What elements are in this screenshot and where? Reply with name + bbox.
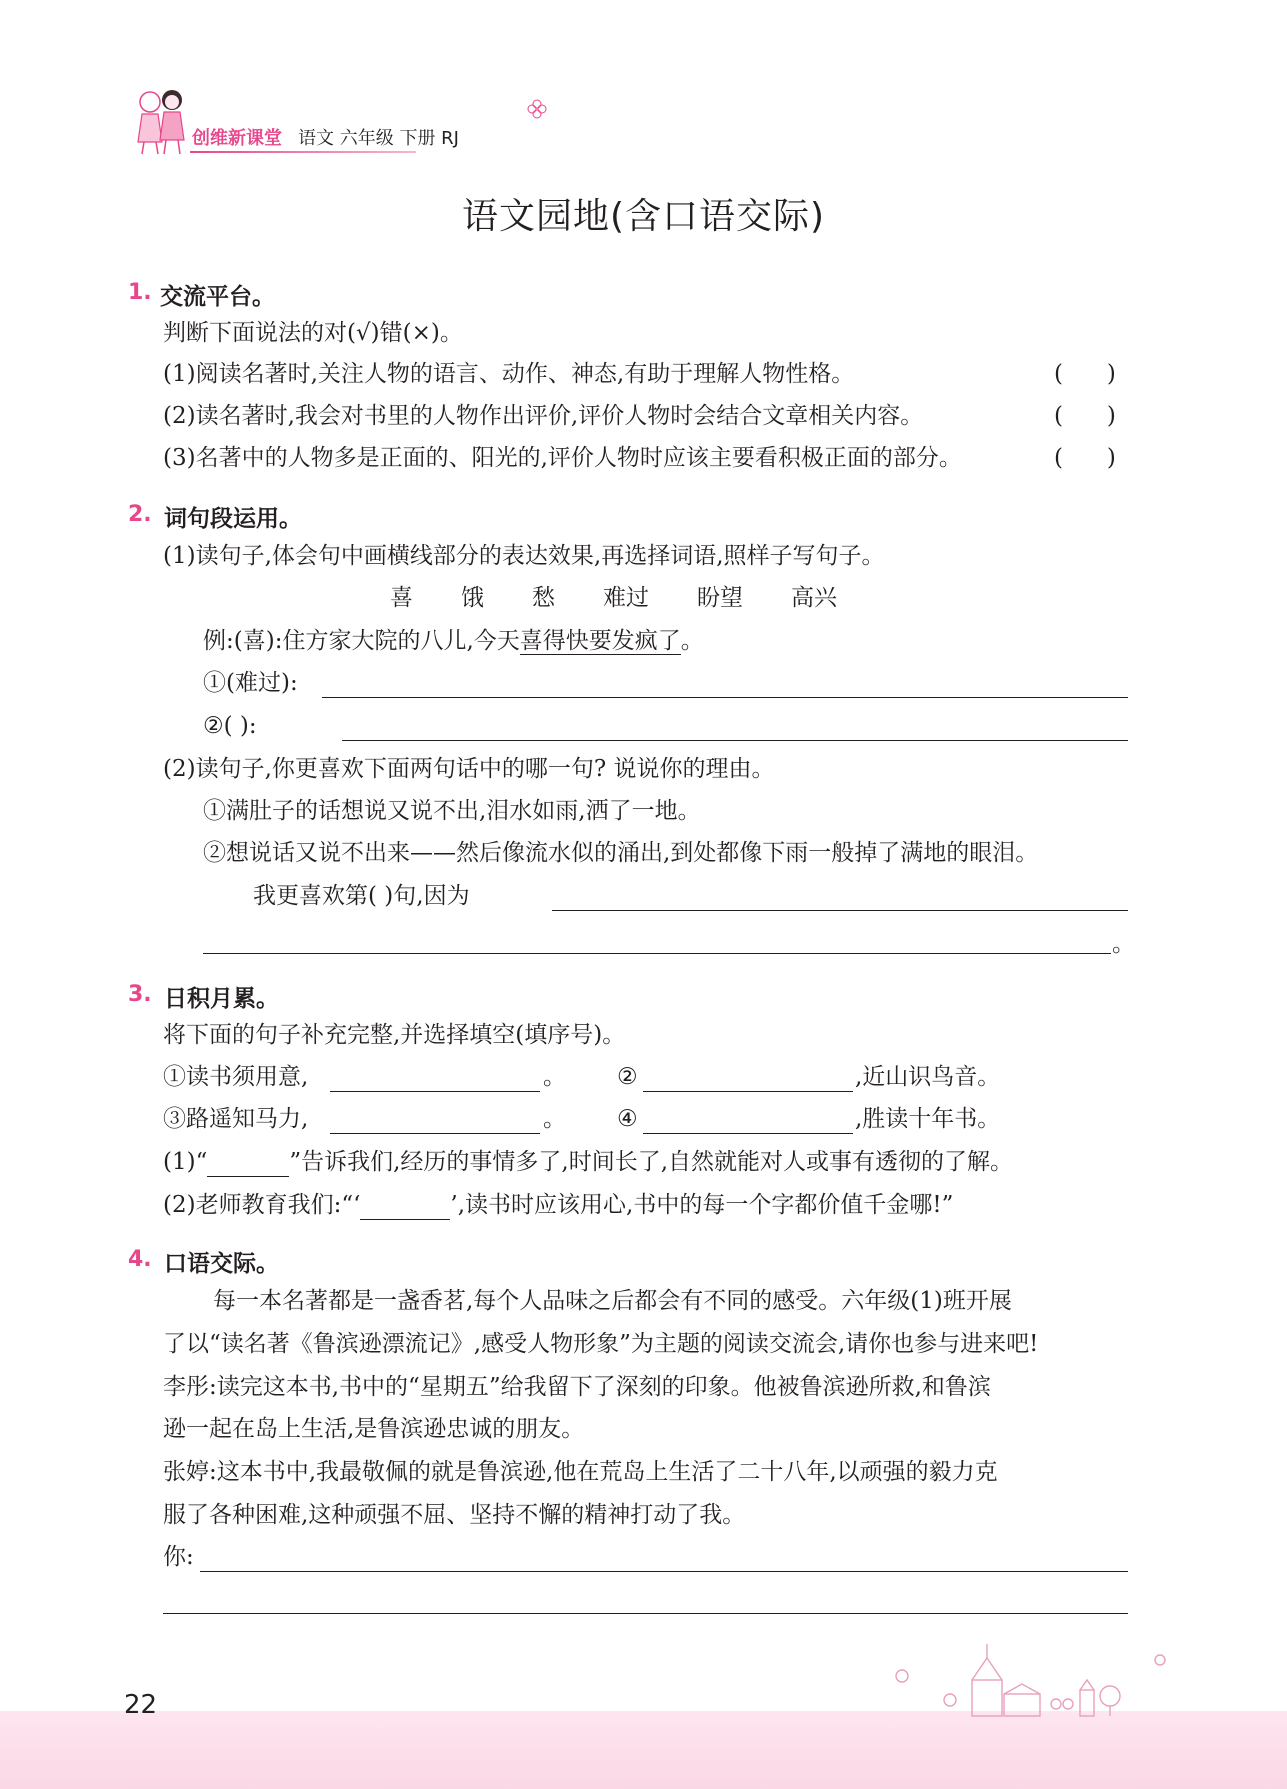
answer-box-1[interactable]: ( ) bbox=[1054, 361, 1116, 387]
period-mark: 。 bbox=[1112, 931, 1135, 957]
proverb-1-end: 。 bbox=[543, 1064, 566, 1090]
example-suffix: 。 bbox=[680, 628, 704, 654]
section-2-number: 2. bbox=[128, 502, 152, 527]
word-option: 喜 bbox=[390, 585, 413, 611]
dialogue-line-1: 每一本名著都是一盏香茗,每个人品味之后都会有不同的感受。六年级(1)班开展 bbox=[213, 1288, 1012, 1314]
dialogue-line-6: 服了各种困难,这种顽强不屈、坚持不懈的精神打动了我。 bbox=[163, 1502, 746, 1528]
q1-blank[interactable] bbox=[207, 1152, 289, 1177]
page-title: 语文园地(含口语交际) bbox=[461, 196, 826, 237]
answer-line-2[interactable] bbox=[342, 740, 1128, 741]
page-bottom-band bbox=[0, 1711, 1287, 1789]
proverb-3-end: 。 bbox=[543, 1106, 566, 1132]
fill-question-2 bbox=[163, 1190, 953, 1220]
answer-box-2[interactable]: ( ) bbox=[1054, 403, 1116, 429]
fill-question-1 bbox=[163, 1147, 1013, 1177]
q2-prefix: (2)老师教育我们:“‘ bbox=[163, 1192, 361, 1218]
section-4-number: 4. bbox=[128, 1247, 152, 1272]
example-sentence bbox=[203, 626, 704, 656]
proverb-blank-4[interactable] bbox=[643, 1133, 853, 1134]
section-2-part-1: (1)读句子,体会句中画横线部分的表达效果,再选择词语,照样子写句子。 bbox=[163, 543, 885, 569]
proverb-1: ①读书须用意, bbox=[163, 1064, 309, 1090]
dialogue-line-2: 了以“读名著《鲁滨逊漂流记》,感受人物形象”为主题的阅读交流会,请你也参与进来吧! bbox=[163, 1331, 1039, 1357]
section-2-title: 词句段运用。 bbox=[164, 506, 302, 532]
proverb-2-num: ② bbox=[617, 1064, 638, 1090]
your-answer-line-1[interactable] bbox=[200, 1571, 1128, 1572]
example-prefix: 例:(喜):住方家大院的八儿,今天 bbox=[203, 628, 520, 654]
proverb-4-num: ④ bbox=[617, 1106, 638, 1132]
section-2-part-2: (2)读句子,你更喜欢下面两句话中的哪一句? 说说你的理由。 bbox=[163, 756, 775, 782]
fill-label-1: ①(难过): bbox=[203, 670, 298, 696]
header-info: 语文 六年级 下册 RJ bbox=[298, 128, 459, 149]
sentence-a: ①满肚子的话想说又说不出,泪水如雨,洒了一地。 bbox=[203, 798, 701, 824]
proverb-4-end: ,胜读十年书。 bbox=[855, 1106, 1001, 1132]
judge-item-3: (3)名著中的人物多是正面的、阳光的,评价人物时应该主要看积极正面的部分。 bbox=[163, 445, 962, 471]
header-bar bbox=[192, 124, 459, 150]
word-option: 愁 bbox=[532, 585, 555, 611]
word-option: 难过 bbox=[603, 585, 649, 611]
q2-suffix: ’,读书时应该用心,书中的每一个字都价值千金哪!” bbox=[450, 1192, 954, 1218]
q2-blank[interactable] bbox=[360, 1195, 450, 1220]
word-option: 盼望 bbox=[697, 585, 743, 611]
header-brand: 创维新课堂 bbox=[192, 128, 282, 149]
your-answer-label: 你: bbox=[163, 1544, 194, 1570]
proverb-3: ③路遥知马力, bbox=[163, 1106, 309, 1132]
word-bank bbox=[390, 583, 885, 613]
q1-suffix: ”告诉我们,经历的事情多了,时间长了,自然就能对人或事有透彻的了解。 bbox=[289, 1149, 1014, 1175]
castle-illustration-icon bbox=[880, 1640, 1180, 1720]
section-3-number: 3. bbox=[128, 982, 152, 1007]
answer-box-3[interactable]: ( ) bbox=[1054, 445, 1116, 471]
proverb-2-end: ,近山识鸟音。 bbox=[855, 1064, 1001, 1090]
kids-illustration-icon bbox=[128, 88, 200, 156]
section-1-title: 交流平台。 bbox=[160, 284, 275, 310]
flower-icon bbox=[526, 98, 548, 120]
proverb-blank-3[interactable] bbox=[330, 1133, 540, 1134]
word-option: 饿 bbox=[461, 585, 484, 611]
word-option: 高兴 bbox=[791, 585, 837, 611]
proverb-blank-2[interactable] bbox=[643, 1091, 853, 1092]
answer-line-reason[interactable] bbox=[552, 910, 1128, 911]
judge-item-2: (2)读名著时,我会对书里的人物作出评价,评价人物时会结合文章相关内容。 bbox=[163, 403, 924, 429]
example-underlined: 喜得快要发疯了 bbox=[519, 628, 681, 654]
prefer-prompt: 我更喜欢第( )句,因为 bbox=[253, 883, 470, 909]
dialogue-line-3: 李彤:读完这本书,书中的“星期五”给我留下了深刻的印象。他被鲁滨逊所救,和鲁滨 bbox=[163, 1374, 991, 1400]
section-1-instruction: 判断下面说法的对(√)错(×)。 bbox=[163, 320, 463, 346]
dialogue-line-5: 张婷:这本书中,我最敬佩的就是鲁滨逊,他在荒岛上生活了二十八年,以顽强的毅力克 bbox=[163, 1459, 998, 1485]
fill-label-2: ②( ): bbox=[203, 713, 257, 739]
q1-prefix: (1)“ bbox=[163, 1149, 208, 1175]
section-4-title: 口语交际。 bbox=[164, 1251, 279, 1277]
page-number: 22 bbox=[124, 1690, 158, 1720]
header-rule bbox=[190, 151, 416, 153]
answer-line-1[interactable] bbox=[322, 697, 1128, 698]
your-answer-line-2[interactable] bbox=[163, 1613, 1128, 1614]
proverb-blank-1[interactable] bbox=[330, 1091, 540, 1092]
dialogue-line-4: 逊一起在岛上生活,是鲁滨逊忠诚的朋友。 bbox=[163, 1416, 585, 1442]
judge-item-1: (1)阅读名著时,关注人物的语言、动作、神态,有助于理解人物性格。 bbox=[163, 361, 855, 387]
section-3-title: 日积月累。 bbox=[164, 986, 279, 1012]
sentence-b: ②想说话又说不出来——然后像流水似的涌出,到处都像下雨一般掉了满地的眼泪。 bbox=[203, 840, 1039, 866]
section-1-number: 1. bbox=[128, 280, 152, 305]
section-3-instruction: 将下面的句子补充完整,并选择填空(填序号)。 bbox=[163, 1022, 626, 1048]
answer-line-reason-2[interactable] bbox=[203, 953, 1111, 954]
